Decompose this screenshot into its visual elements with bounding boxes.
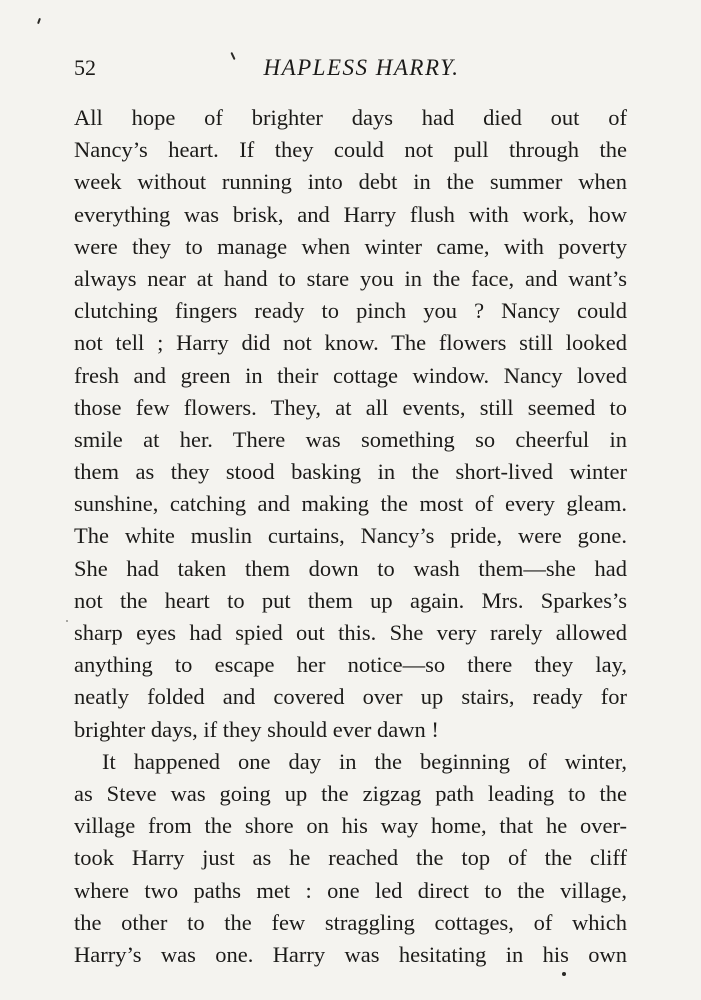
text-line: Harry’s was one. Harry was hesitating in his own	[74, 941, 627, 967]
ink-speck	[66, 620, 68, 622]
text-line: everything was brisk, and Harry flush with work, how	[74, 201, 627, 227]
text-line: sharp eyes had spied out this. She very rarely allowed	[74, 620, 627, 645]
running-title: HAPLESS HARRY.	[263, 55, 460, 80]
ink-speck	[37, 18, 41, 24]
text-line: always near at hand to stare you in the face, and want’s	[74, 265, 627, 291]
text-line: village from the shore on his way home, that he over-	[74, 813, 627, 839]
text-line: The white muslin curtains, Nancy’s pride, were gone.	[74, 523, 627, 549]
text-line: those few flowers. They, at all events, still seemed to	[74, 394, 627, 420]
text-line: anything to escape her notice—so there they lay,	[74, 652, 627, 678]
text-line: not the heart to put them up again. Mrs. Sparkes’s	[74, 587, 627, 613]
text-line: where two paths met : one led direct to the village,	[74, 877, 627, 903]
text-line: fresh and green in their cottage window. Nancy loved	[74, 362, 627, 388]
text-line: Nancy’s heart. If they could not pull through the	[74, 137, 627, 163]
ink-speck	[562, 972, 566, 976]
text-line: were they to manage when winter came, with poverty	[74, 233, 627, 259]
text-line: It happened one day in the beginning of winter,	[102, 748, 627, 774]
text-line: sunshine, catching and making the most of every gleam.	[74, 491, 627, 517]
text-line: them as they stood basking in the short-lived winter	[74, 459, 627, 485]
page-header	[74, 50, 629, 86]
text-line: She had taken them down to wash them—she had	[74, 555, 627, 581]
text-line: took Harry just as he reached the top of the cliff	[74, 845, 627, 871]
body-text	[74, 102, 627, 971]
text-line: the other to the few straggling cottages, of which	[74, 909, 627, 935]
text-line: not tell ; Harry did not know. The flowers still looked	[74, 330, 627, 356]
text-line: All hope of brighter days had died out of	[74, 105, 627, 130]
text-line: week without running into debt in the summer when	[74, 169, 627, 195]
text-line: as Steve was going up the zigzag path leading to the	[74, 780, 627, 806]
text-line: neatly folded and covered over up stairs, ready for	[74, 684, 627, 710]
text-line: smile at her. There was something so cheerful in	[74, 426, 627, 452]
text-line: clutching fingers ready to pinch you ? Nancy could	[74, 298, 627, 324]
paragraph	[74, 746, 627, 971]
page-number: 52	[74, 55, 96, 80]
paragraph	[74, 102, 627, 746]
text-line: brighter days, if they should ever dawn !	[74, 716, 439, 742]
